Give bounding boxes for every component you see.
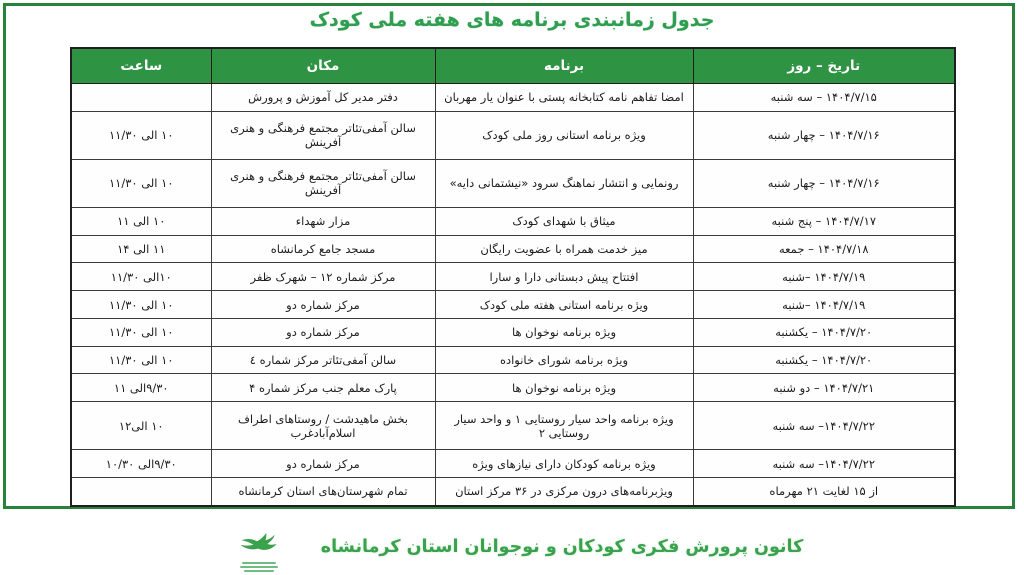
cell-location: مزار شهداء: [211, 208, 435, 236]
table-header: [71, 48, 955, 84]
cell-location: مرکز شماره دو: [211, 291, 435, 319]
table-row: [71, 84, 955, 112]
header-time: ساعت: [71, 48, 211, 84]
header-location: مکان: [211, 48, 435, 84]
cell-program: افتتاح پیش دبستانی دارا و سارا: [435, 263, 693, 291]
cell-time: ۱۰ الی ۱۱: [71, 208, 211, 236]
cell-time: ۹/۳۰الی ۱۰/۳۰: [71, 450, 211, 478]
cell-time: ۱۰ الی ۱۱/۳۰: [71, 159, 211, 207]
cell-date: ۱۴۰۴/۷/۲۲– سه شنبه: [693, 450, 955, 478]
cell-date: ۱۴۰۴/۷/۲۰ – یکشنبه: [693, 318, 955, 346]
cell-date: ۱۴۰۴/۷/۱۸ – جمعه: [693, 235, 955, 263]
footer-organization-name: کانون پرورش فکری کودکان و نوجوانان استان کرمانشاه: [320, 537, 804, 557]
schedule-table: [70, 47, 956, 507]
cell-location: مرکز شماره دو: [211, 450, 435, 478]
cell-time: ۹/۳۰الی ۱۱: [71, 374, 211, 402]
table-row: [71, 291, 955, 319]
cell-time: ۱۰ الی ۱۱/۳۰: [71, 346, 211, 374]
cell-location: مرکز شماره دو: [211, 318, 435, 346]
table-row: [71, 477, 955, 506]
cell-date: ۱۴۰۴/۷/۱۷ – پنج شنبه: [693, 208, 955, 236]
cell-program: ویژه برنامه استانی هفته ملی کودک: [435, 291, 693, 319]
cell-program: ویژه برنامه نوخوان ها: [435, 318, 693, 346]
cell-time: ۱۰ الی ۱۱/۳۰: [71, 291, 211, 319]
table-row: [71, 208, 955, 236]
table-row: [71, 402, 955, 450]
table-row: [71, 346, 955, 374]
cell-location: بخش ماهیدشت / روستاهای اطراف اسلام‌آبادغرب: [211, 402, 435, 450]
table-row: [71, 235, 955, 263]
table-row: [71, 159, 955, 207]
cell-time: ۱۰ الی۱۲: [71, 402, 211, 450]
cell-date: از ۱۵ لغایت ۲۱ مهرماه: [693, 477, 955, 506]
table-row: [71, 318, 955, 346]
cell-location: مسجد جامع کرمانشاه: [211, 235, 435, 263]
cell-date: ۱۴۰۴/۷/۱۶ – چهار شنبه: [693, 111, 955, 159]
cell-location: سالن آمفی‌تئاتر مجتمع فرهنگی و هنری آفرینش: [211, 111, 435, 159]
table-row: [71, 450, 955, 478]
cell-program: ویژه برنامه شورای خانواده: [435, 346, 693, 374]
cell-date: ۱۴۰۴/۷/۱۶ – چهار شنبه: [693, 159, 955, 207]
cell-date: ۱۴۰۴/۷/۲۰ – یکشنبه: [693, 346, 955, 374]
header-program: برنامه: [435, 48, 693, 84]
cell-time: ۱۰ الی ۱۱/۳۰: [71, 318, 211, 346]
table-body: [71, 84, 955, 507]
cell-program: میز خدمت همراه با عضویت رایگان: [435, 235, 693, 263]
cell-program: ویژه برنامه واحد سیار روستایی ۱ و واحد سیار روستایی ۲: [435, 402, 693, 450]
cell-time: ۱۰ الی ۱۱/۳۰: [71, 111, 211, 159]
cell-time: [71, 84, 211, 112]
logo-tagline-line: [244, 570, 274, 572]
cell-date: ۱۴۰۴/۷/۲۲– سه شنبه: [693, 402, 955, 450]
cell-program: ویژه برنامه استانی روز ملی کودک: [435, 111, 693, 159]
logo-tagline-line: [242, 562, 276, 564]
cell-location: سالن آمفی‌تئاتر مجتمع فرهنگی و هنری آفرینش: [211, 159, 435, 207]
header-date-day: تاریخ – روز: [693, 48, 955, 84]
cell-date: ۱۴۰۴/۷/۱۹ –شنبه: [693, 263, 955, 291]
header-row: [71, 48, 955, 84]
cell-program: رونمایی و انتشار نماهنگ سرود «نیشتمانی دایه»: [435, 159, 693, 207]
cell-program: ویژه برنامه نوخوان ها: [435, 374, 693, 402]
table-row: [71, 374, 955, 402]
cell-location: دفتر مدیر کل آموزش و پرورش: [211, 84, 435, 112]
cell-program: امضا تفاهم نامه کتابخانه پستی با عنوان یار مهربان: [435, 84, 693, 112]
table-row: [71, 263, 955, 291]
cell-date: ۱۴۰۴/۷/۱۵ – سه شنبه: [693, 84, 955, 112]
cell-program: ویژبرنامه‌های درون مرکزی در ۳۶ مرکز استان: [435, 477, 693, 506]
table-row: [71, 111, 955, 159]
cell-location: مرکز شماره ۱۲ – شهرک ظفر: [211, 263, 435, 291]
cell-time: [71, 477, 211, 506]
cell-location: سالن آمفی‌تئاتر مرکز شماره ٤: [211, 346, 435, 374]
cell-program: ویژه برنامه کودکان دارای نیازهای ویژه: [435, 450, 693, 478]
logo-tagline-line: [240, 566, 278, 568]
cell-location: تمام شهرستان‌های استان کرمانشاه: [211, 477, 435, 506]
cell-location: پارک معلم جنب مرکز شماره ۴: [211, 374, 435, 402]
cell-time: ۱۰الی ۱۱/۳۰: [71, 263, 211, 291]
cell-date: ۱۴۰۴/۷/۲۱ – دو شنبه: [693, 374, 955, 402]
cell-date: ۱۴۰۴/۷/۱۹ –شنبه: [693, 291, 955, 319]
page-title: جدول زمانبندی برنامه های هفته ملی کودک: [309, 9, 715, 31]
cell-program: میثاق با شهدای کودک: [435, 208, 693, 236]
cell-time: ۱۱ الی ۱۴: [71, 235, 211, 263]
